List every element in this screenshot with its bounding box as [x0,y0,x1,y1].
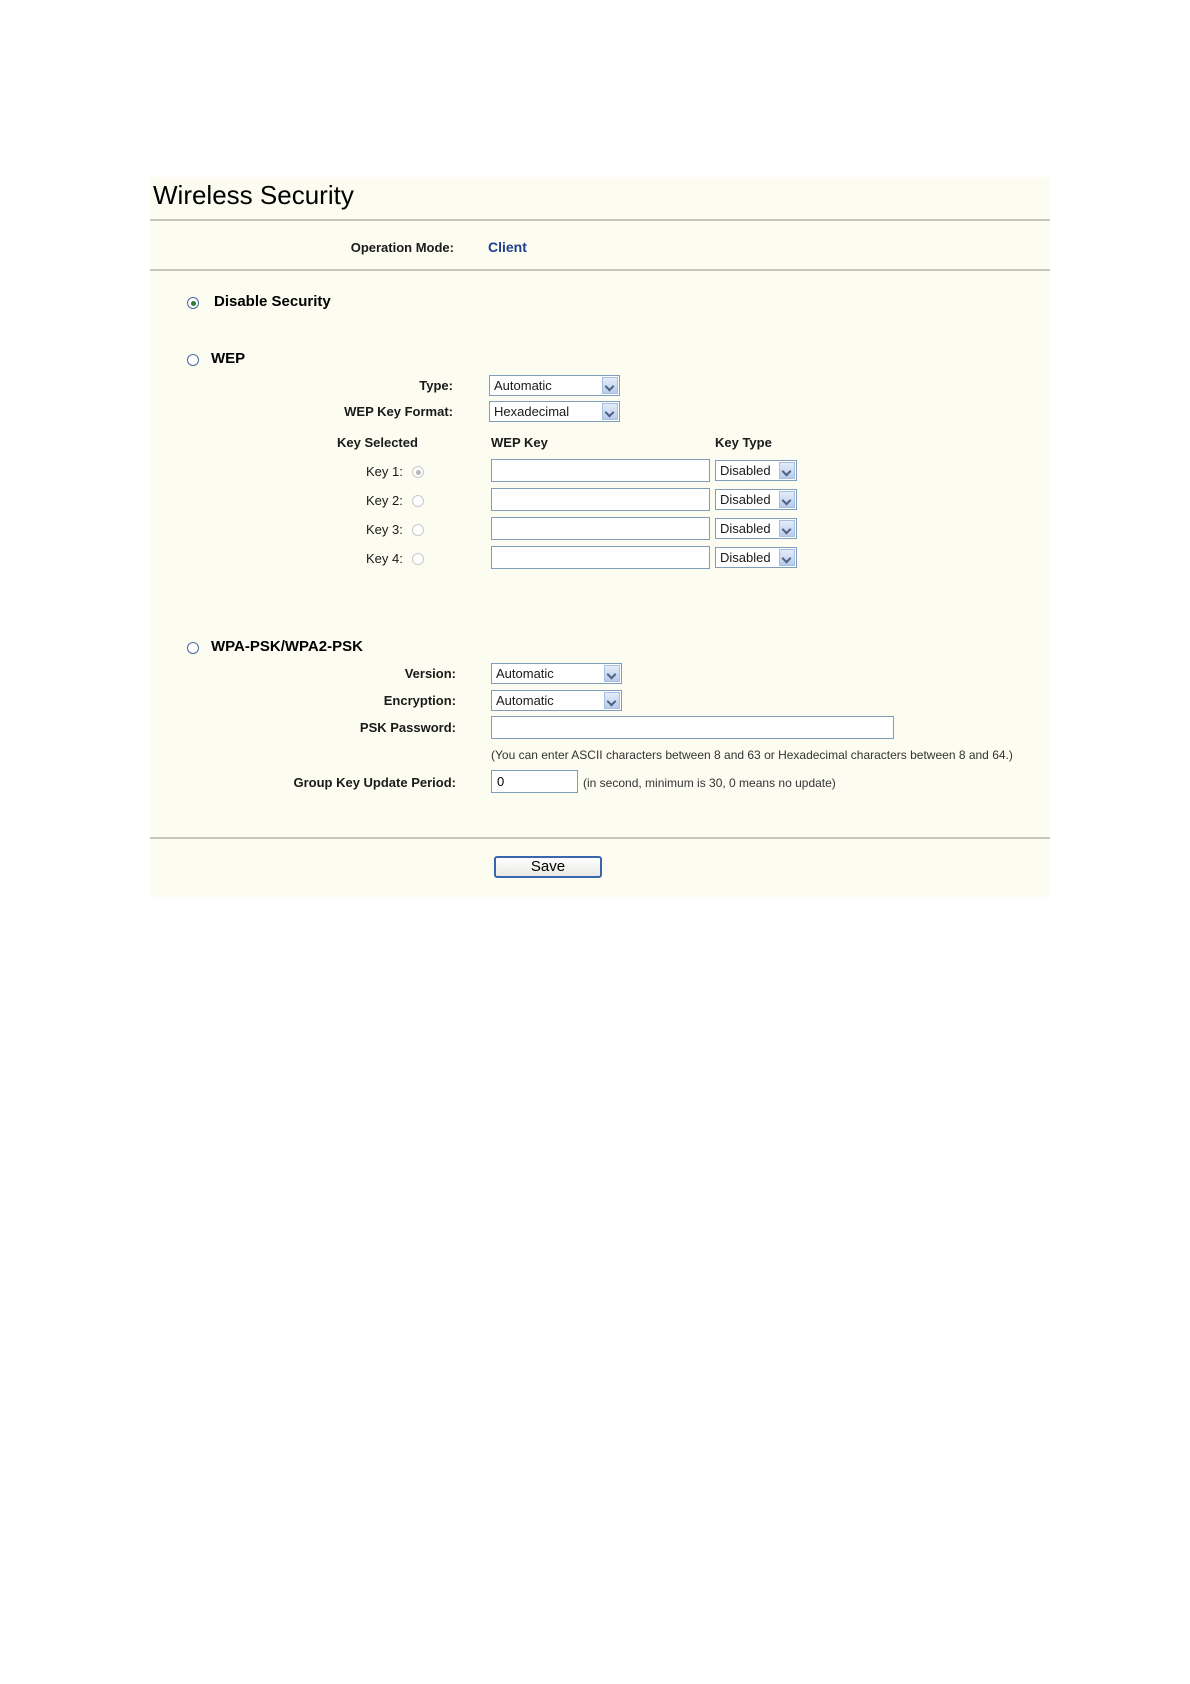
key-2-radio[interactable] [412,495,424,507]
chevron-down-icon [604,692,620,709]
key-2-type-select[interactable] [715,489,797,510]
wep-label: WEP [211,350,246,367]
mode-divider [150,269,1050,271]
footer-divider [150,837,1050,839]
disable-security-label: Disable Security [214,293,331,310]
key-2-label: Key 2: [366,493,403,508]
wpa-label: WPA-PSK/WPA2-PSK [211,638,363,655]
psk-password-hint: (You can enter ASCII characters between 8 and 63 or Hexadecimal characters between 8 and 64.) [491,748,1013,762]
key-4-input[interactable] [491,546,710,569]
wpa-version-value: Automatic [496,666,554,681]
key-3-radio[interactable] [412,524,424,536]
psk-password-label: PSK Password: [359,720,456,735]
wpa-version-label: Version: [404,666,456,681]
key-1-type-value: Disabled [720,463,771,478]
operation-mode-value: Client [488,239,527,255]
chevron-down-icon [779,520,795,537]
chevron-down-icon [604,665,620,682]
psk-password-input[interactable] [491,716,894,739]
disable-security-radio[interactable] [187,297,199,309]
wpa-encryption-label: Encryption: [383,693,456,708]
wep-key-format-label: WEP Key Format: [344,404,453,419]
wep-type-value: Automatic [494,378,552,393]
key-1-label: Key 1: [366,464,403,479]
col-wep-key: WEP Key [491,435,548,450]
col-key-selected: Key Selected [337,435,418,450]
chevron-down-icon [779,462,795,479]
group-key-update-input[interactable]: 0 [491,770,578,793]
wep-radio[interactable] [187,354,199,366]
col-key-type: Key Type [715,435,772,450]
key-4-type-value: Disabled [720,550,771,565]
wep-key-format-select[interactable] [489,401,620,422]
wep-key-format-value: Hexadecimal [494,404,570,419]
operation-mode-label: Operation Mode: [350,240,454,255]
chevron-down-icon [602,377,618,394]
wep-type-select[interactable] [489,375,620,396]
key-1-type-select[interactable] [715,460,797,481]
title-divider [150,219,1050,221]
wep-type-label: Type: [419,378,453,393]
key-2-input[interactable] [491,488,710,511]
group-key-update-label: Group Key Update Period: [293,775,456,790]
chevron-down-icon [779,549,795,566]
wpa-version-select[interactable] [491,663,622,684]
chevron-down-icon [779,491,795,508]
key-1-input[interactable] [491,459,710,482]
key-3-label: Key 3: [366,522,403,537]
key-4-label: Key 4: [366,551,403,566]
key-3-type-select[interactable] [715,518,797,539]
key-2-type-value: Disabled [720,492,771,507]
chevron-down-icon [602,403,618,420]
save-button[interactable]: Save [494,856,602,878]
key-1-radio[interactable] [412,466,424,478]
key-4-type-select[interactable] [715,547,797,568]
key-3-input[interactable] [491,517,710,540]
group-key-update-hint: (in second, minimum is 30, 0 means no update) [583,776,836,790]
wpa-encryption-select[interactable] [491,690,622,711]
key-3-type-value: Disabled [720,521,771,536]
wpa-encryption-value: Automatic [496,693,554,708]
page-title: Wireless Security [153,180,354,210]
key-4-radio[interactable] [412,553,424,565]
wpa-radio[interactable] [187,642,199,654]
